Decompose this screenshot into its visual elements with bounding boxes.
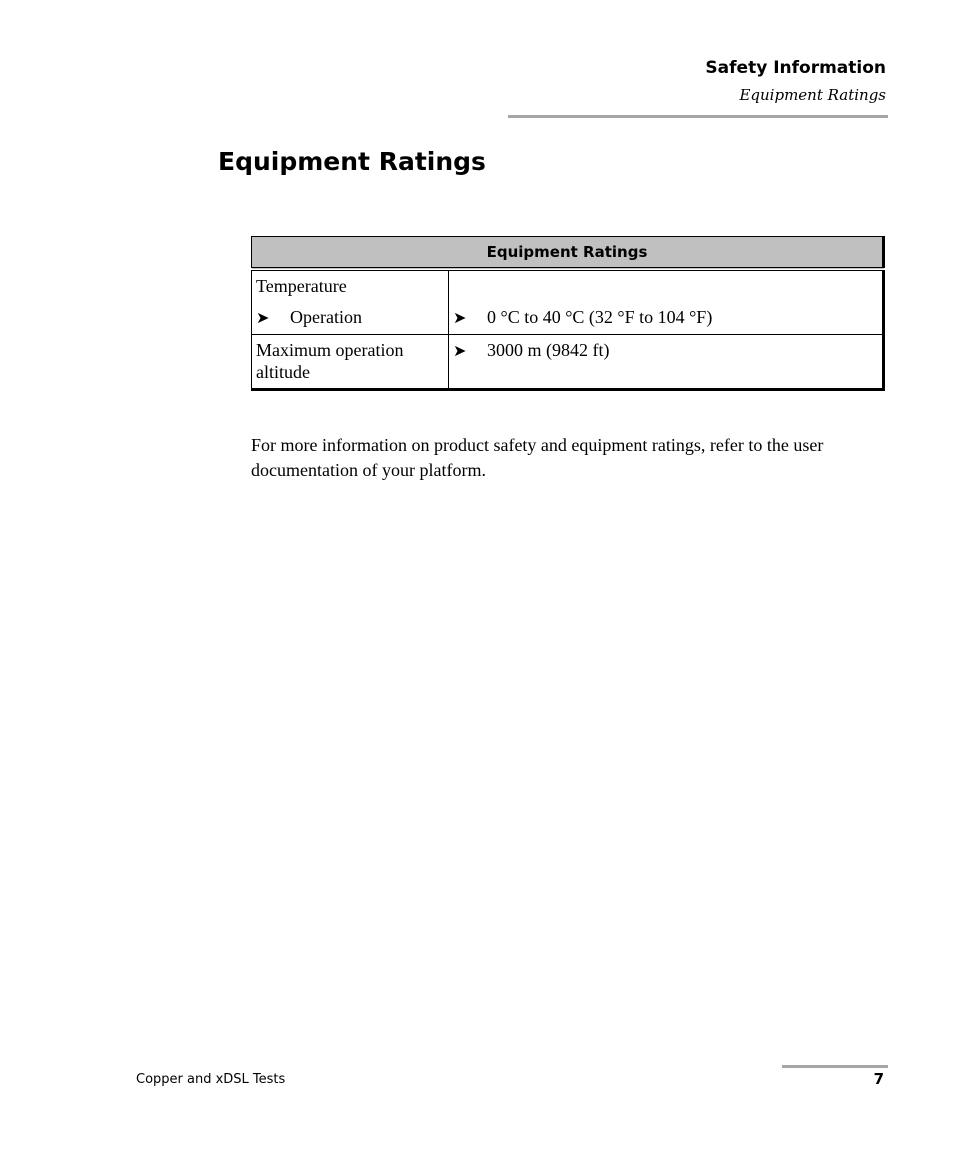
table-cell-value <box>449 269 884 335</box>
sub-parameter-label: Operation <box>290 307 362 327</box>
footer-rule <box>782 1065 888 1068</box>
value-label: 3000 m (9842 ft) <box>487 340 610 360</box>
value-item <box>453 339 878 362</box>
arrowhead-bullet-icon: ➤ <box>453 308 467 327</box>
parameter-label: Maximum operation altitude <box>256 340 404 382</box>
running-header <box>705 57 886 105</box>
page-number: 7 <box>873 1070 884 1088</box>
value-item <box>453 306 878 329</box>
header-rule <box>508 115 888 118</box>
table-row <box>252 269 884 335</box>
table-cell-parameter <box>252 269 449 335</box>
value-label: 0 °C to 40 °C (32 °F to 104 °F) <box>487 307 713 327</box>
table-cell-parameter <box>252 335 449 390</box>
arrowhead-bullet-icon: ➤ <box>256 308 270 327</box>
sub-parameter-item <box>256 306 444 329</box>
table-header-row <box>252 237 884 270</box>
arrowhead-bullet-icon: ➤ <box>453 341 467 360</box>
footer-title: Copper and xDSL Tests <box>136 1072 286 1087</box>
page-title: Equipment Ratings <box>218 147 486 176</box>
parameter-label: Temperature <box>256 276 347 296</box>
equipment-ratings-table <box>251 236 885 391</box>
table-cell-value <box>449 335 884 390</box>
table-caption: Equipment Ratings <box>252 237 884 270</box>
header-subsection-title: Equipment Ratings <box>739 86 886 104</box>
header-section-title: Safety Information <box>705 58 886 78</box>
body-paragraph: For more information on product safety and equipment ratings, refer to the user documentation of your platform. <box>251 435 824 480</box>
table-row <box>252 335 884 390</box>
